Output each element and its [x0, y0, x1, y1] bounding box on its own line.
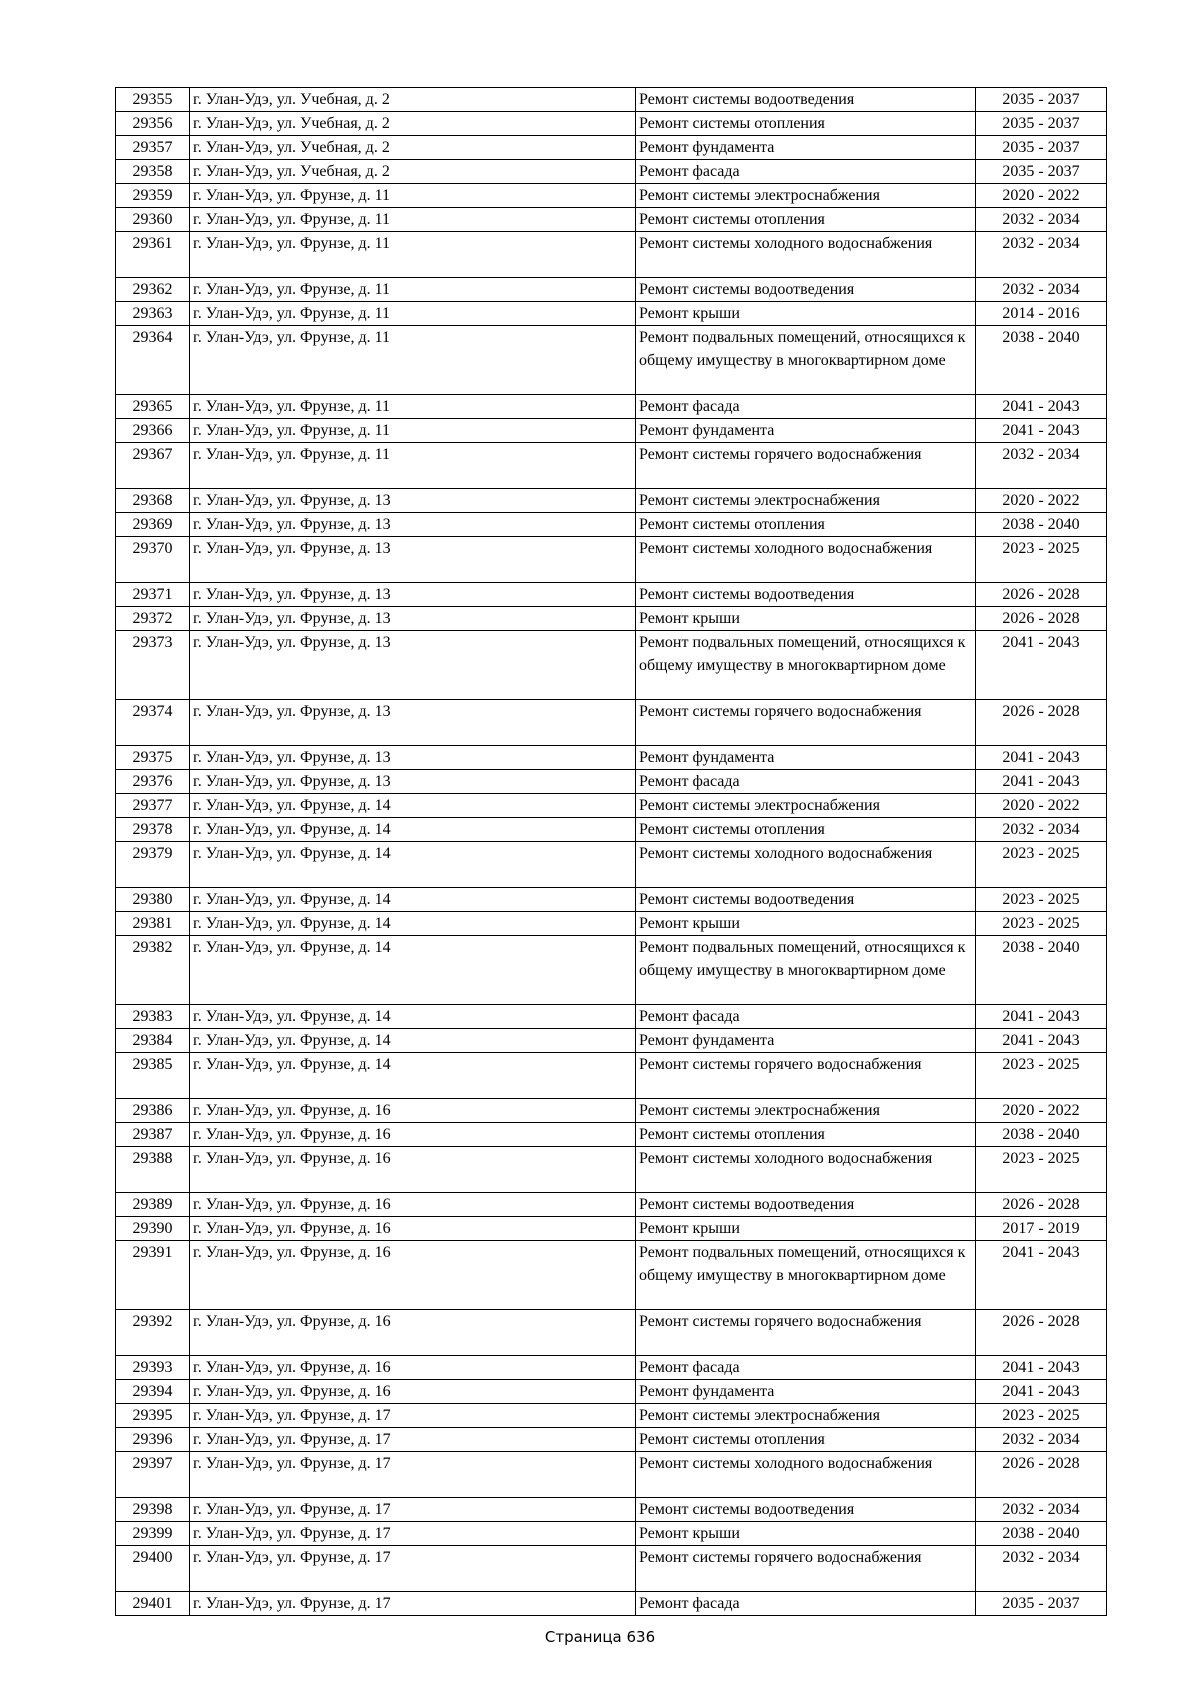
address-cell: г. Улан-Удэ, ул. Фрунзе, д. 13	[190, 607, 636, 631]
row-number-cell: 29387	[116, 1123, 190, 1147]
period-cell: 2035 - 2037	[976, 112, 1107, 136]
row-number-cell: 29362	[116, 278, 190, 302]
work-type-cell: Ремонт системы холодного водоснабжения	[636, 232, 976, 278]
table-row	[116, 1029, 1107, 1053]
work-type-cell: Ремонт крыши	[636, 607, 976, 631]
row-number-cell: 29397	[116, 1452, 190, 1498]
period-cell: 2020 - 2022	[976, 489, 1107, 513]
table-row	[116, 888, 1107, 912]
work-type-cell: Ремонт фундамента	[636, 419, 976, 443]
row-number-cell: 29383	[116, 1005, 190, 1029]
table-row	[116, 1123, 1107, 1147]
row-number-cell: 29390	[116, 1217, 190, 1241]
address-cell: г. Улан-Удэ, ул. Учебная, д. 2	[190, 112, 636, 136]
period-cell: 2041 - 2043	[976, 419, 1107, 443]
period-cell: 2032 - 2034	[976, 1428, 1107, 1452]
row-number-cell: 29363	[116, 302, 190, 326]
address-cell: г. Улан-Удэ, ул. Фрунзе, д. 11	[190, 443, 636, 489]
work-type-cell: Ремонт системы холодного водоснабжения	[636, 842, 976, 888]
row-number-cell: 29370	[116, 537, 190, 583]
work-type-cell: Ремонт системы холодного водоснабжения	[636, 1452, 976, 1498]
row-number-cell: 29382	[116, 936, 190, 1005]
period-cell: 2023 - 2025	[976, 537, 1107, 583]
period-cell: 2023 - 2025	[976, 1053, 1107, 1099]
row-number-cell: 29358	[116, 160, 190, 184]
address-cell: г. Улан-Удэ, ул. Фрунзе, д. 14	[190, 1029, 636, 1053]
work-type-cell: Ремонт системы электроснабжения	[636, 184, 976, 208]
row-number-cell: 29371	[116, 583, 190, 607]
row-number-cell: 29361	[116, 232, 190, 278]
table-row	[116, 208, 1107, 232]
table-row	[116, 1428, 1107, 1452]
address-cell: г. Улан-Удэ, ул. Фрунзе, д. 16	[190, 1123, 636, 1147]
table-row	[116, 1498, 1107, 1522]
period-cell: 2032 - 2034	[976, 208, 1107, 232]
row-number-cell: 29400	[116, 1546, 190, 1592]
table-row	[116, 537, 1107, 583]
table-row	[116, 1452, 1107, 1498]
table-row	[116, 1241, 1107, 1310]
table-row	[116, 395, 1107, 419]
period-cell: 2026 - 2028	[976, 1193, 1107, 1217]
table-row	[116, 88, 1107, 112]
row-number-cell: 29395	[116, 1404, 190, 1428]
work-type-cell: Ремонт фасада	[636, 1005, 976, 1029]
table-row	[116, 1522, 1107, 1546]
address-cell: г. Улан-Удэ, ул. Фрунзе, д. 14	[190, 842, 636, 888]
table-row	[116, 818, 1107, 842]
row-number-cell: 29365	[116, 395, 190, 419]
work-type-cell: Ремонт системы водоотведения	[636, 1193, 976, 1217]
table-row	[116, 1356, 1107, 1380]
row-number-cell: 29356	[116, 112, 190, 136]
period-cell: 2041 - 2043	[976, 1356, 1107, 1380]
period-cell: 2023 - 2025	[976, 912, 1107, 936]
address-cell: г. Улан-Удэ, ул. Фрунзе, д. 14	[190, 818, 636, 842]
table-row	[116, 770, 1107, 794]
work-type-cell: Ремонт фундамента	[636, 1029, 976, 1053]
page-number: Страница 636	[544, 1628, 656, 1646]
table-row	[116, 136, 1107, 160]
work-type-cell: Ремонт системы отопления	[636, 1123, 976, 1147]
address-cell: г. Улан-Удэ, ул. Фрунзе, д. 13	[190, 700, 636, 746]
work-type-cell: Ремонт фундамента	[636, 746, 976, 770]
period-cell: 2032 - 2034	[976, 443, 1107, 489]
period-cell: 2035 - 2037	[976, 1592, 1107, 1616]
period-cell: 2041 - 2043	[976, 1380, 1107, 1404]
table-row	[116, 1193, 1107, 1217]
address-cell: г. Улан-Удэ, ул. Фрунзе, д. 11	[190, 326, 636, 395]
row-number-cell: 29393	[116, 1356, 190, 1380]
period-cell: 2041 - 2043	[976, 1029, 1107, 1053]
table-row	[116, 160, 1107, 184]
address-cell: г. Улан-Удэ, ул. Учебная, д. 2	[190, 160, 636, 184]
work-type-cell: Ремонт системы отопления	[636, 1428, 976, 1452]
table-row	[116, 278, 1107, 302]
table-row	[116, 443, 1107, 489]
table-row	[116, 326, 1107, 395]
period-cell: 2032 - 2034	[976, 1498, 1107, 1522]
work-type-cell: Ремонт системы отопления	[636, 513, 976, 537]
row-number-cell: 29392	[116, 1310, 190, 1356]
row-number-cell: 29380	[116, 888, 190, 912]
table-row	[116, 631, 1107, 700]
work-type-cell: Ремонт системы электроснабжения	[636, 794, 976, 818]
work-type-cell: Ремонт подвальных помещений, относящихся к общему имуществу в многоквартирном доме	[636, 326, 976, 395]
table-row	[116, 112, 1107, 136]
row-number-cell: 29368	[116, 489, 190, 513]
period-cell: 2032 - 2034	[976, 1546, 1107, 1592]
period-cell: 2017 - 2019	[976, 1217, 1107, 1241]
period-cell: 2026 - 2028	[976, 700, 1107, 746]
address-cell: г. Улан-Удэ, ул. Фрунзе, д. 16	[190, 1147, 636, 1193]
period-cell: 2023 - 2025	[976, 842, 1107, 888]
period-cell: 2041 - 2043	[976, 746, 1107, 770]
address-cell: г. Улан-Удэ, ул. Фрунзе, д. 13	[190, 513, 636, 537]
row-number-cell: 29381	[116, 912, 190, 936]
address-cell: г. Улан-Удэ, ул. Фрунзе, д. 14	[190, 912, 636, 936]
address-cell: г. Улан-Удэ, ул. Фрунзе, д. 17	[190, 1546, 636, 1592]
work-type-cell: Ремонт фасада	[636, 160, 976, 184]
period-cell: 2035 - 2037	[976, 160, 1107, 184]
row-number-cell: 29366	[116, 419, 190, 443]
table-row	[116, 794, 1107, 818]
address-cell: г. Улан-Удэ, ул. Фрунзе, д. 13	[190, 489, 636, 513]
row-number-cell: 29398	[116, 1498, 190, 1522]
period-cell: 2023 - 2025	[976, 1147, 1107, 1193]
period-cell: 2038 - 2040	[976, 1522, 1107, 1546]
work-type-cell: Ремонт крыши	[636, 912, 976, 936]
period-cell: 2041 - 2043	[976, 1241, 1107, 1310]
work-type-cell: Ремонт системы горячего водоснабжения	[636, 443, 976, 489]
address-cell: г. Улан-Удэ, ул. Фрунзе, д. 16	[190, 1217, 636, 1241]
work-type-cell: Ремонт фасада	[636, 395, 976, 419]
work-type-cell: Ремонт крыши	[636, 302, 976, 326]
work-type-cell: Ремонт системы горячего водоснабжения	[636, 1310, 976, 1356]
period-cell: 2041 - 2043	[976, 770, 1107, 794]
repair-schedule-table	[115, 87, 1107, 1616]
row-number-cell: 29364	[116, 326, 190, 395]
table-row	[116, 607, 1107, 631]
row-number-cell: 29391	[116, 1241, 190, 1310]
row-number-cell: 29355	[116, 88, 190, 112]
address-cell: г. Улан-Удэ, ул. Фрунзе, д. 16	[190, 1099, 636, 1123]
address-cell: г. Улан-Удэ, ул. Фрунзе, д. 17	[190, 1404, 636, 1428]
table-row	[116, 1592, 1107, 1616]
table-row	[116, 1310, 1107, 1356]
period-cell: 2020 - 2022	[976, 1099, 1107, 1123]
work-type-cell: Ремонт системы отопления	[636, 112, 976, 136]
address-cell: г. Улан-Удэ, ул. Фрунзе, д. 17	[190, 1498, 636, 1522]
address-cell: г. Улан-Удэ, ул. Фрунзе, д. 14	[190, 1053, 636, 1099]
period-cell: 2038 - 2040	[976, 1123, 1107, 1147]
address-cell: г. Улан-Удэ, ул. Фрунзе, д. 13	[190, 631, 636, 700]
table-row	[116, 1217, 1107, 1241]
period-cell: 2032 - 2034	[976, 818, 1107, 842]
work-type-cell: Ремонт фасада	[636, 1356, 976, 1380]
table-row	[116, 1380, 1107, 1404]
period-cell: 2026 - 2028	[976, 583, 1107, 607]
address-cell: г. Улан-Удэ, ул. Фрунзе, д. 16	[190, 1193, 636, 1217]
table-body	[116, 88, 1107, 1616]
address-cell: г. Улан-Удэ, ул. Фрунзе, д. 17	[190, 1592, 636, 1616]
work-type-cell: Ремонт фасада	[636, 1592, 976, 1616]
work-type-cell: Ремонт системы горячего водоснабжения	[636, 1546, 976, 1592]
table-row	[116, 912, 1107, 936]
work-type-cell: Ремонт системы отопления	[636, 818, 976, 842]
work-type-cell: Ремонт фундамента	[636, 136, 976, 160]
work-type-cell: Ремонт фасада	[636, 770, 976, 794]
row-number-cell: 29369	[116, 513, 190, 537]
work-type-cell: Ремонт подвальных помещений, относящихся к общему имуществу в многоквартирном доме	[636, 936, 976, 1005]
period-cell: 2023 - 2025	[976, 1404, 1107, 1428]
address-cell: г. Улан-Удэ, ул. Фрунзе, д. 17	[190, 1522, 636, 1546]
row-number-cell: 29357	[116, 136, 190, 160]
table-row	[116, 842, 1107, 888]
table-row	[116, 1404, 1107, 1428]
address-cell: г. Улан-Удэ, ул. Фрунзе, д. 11	[190, 184, 636, 208]
period-cell: 2041 - 2043	[976, 395, 1107, 419]
work-type-cell: Ремонт системы водоотведения	[636, 88, 976, 112]
work-type-cell: Ремонт системы горячего водоснабжения	[636, 1053, 976, 1099]
row-number-cell: 29394	[116, 1380, 190, 1404]
work-type-cell: Ремонт крыши	[636, 1522, 976, 1546]
address-cell: г. Улан-Удэ, ул. Фрунзе, д. 11	[190, 208, 636, 232]
work-type-cell: Ремонт подвальных помещений, относящихся к общему имуществу в многоквартирном доме	[636, 1241, 976, 1310]
period-cell: 2038 - 2040	[976, 936, 1107, 1005]
work-type-cell: Ремонт системы электроснабжения	[636, 489, 976, 513]
row-number-cell: 29360	[116, 208, 190, 232]
period-cell: 2041 - 2043	[976, 631, 1107, 700]
work-type-cell: Ремонт системы электроснабжения	[636, 1404, 976, 1428]
table-row	[116, 1147, 1107, 1193]
address-cell: г. Улан-Удэ, ул. Фрунзе, д. 16	[190, 1310, 636, 1356]
row-number-cell: 29372	[116, 607, 190, 631]
address-cell: г. Улан-Удэ, ул. Фрунзе, д. 11	[190, 302, 636, 326]
work-type-cell: Ремонт системы электроснабжения	[636, 1099, 976, 1123]
table-row	[116, 700, 1107, 746]
address-cell: г. Улан-Удэ, ул. Фрунзе, д. 11	[190, 278, 636, 302]
address-cell: г. Улан-Удэ, ул. Фрунзе, д. 14	[190, 936, 636, 1005]
table-row	[116, 1053, 1107, 1099]
period-cell: 2023 - 2025	[976, 888, 1107, 912]
address-cell: г. Улан-Удэ, ул. Фрунзе, д. 11	[190, 232, 636, 278]
period-cell: 2014 - 2016	[976, 302, 1107, 326]
table-row	[116, 746, 1107, 770]
address-cell: г. Улан-Удэ, ул. Фрунзе, д. 13	[190, 746, 636, 770]
row-number-cell: 29377	[116, 794, 190, 818]
table-row	[116, 302, 1107, 326]
row-number-cell: 29379	[116, 842, 190, 888]
table-row	[116, 419, 1107, 443]
row-number-cell: 29388	[116, 1147, 190, 1193]
address-cell: г. Улан-Удэ, ул. Фрунзе, д. 14	[190, 1005, 636, 1029]
row-number-cell: 29384	[116, 1029, 190, 1053]
row-number-cell: 29386	[116, 1099, 190, 1123]
row-number-cell: 29373	[116, 631, 190, 700]
work-type-cell: Ремонт системы горячего водоснабжения	[636, 700, 976, 746]
period-cell: 2035 - 2037	[976, 136, 1107, 160]
period-cell: 2038 - 2040	[976, 326, 1107, 395]
work-type-cell: Ремонт системы отопления	[636, 208, 976, 232]
address-cell: г. Улан-Удэ, ул. Фрунзе, д. 16	[190, 1356, 636, 1380]
row-number-cell: 29367	[116, 443, 190, 489]
period-cell: 2026 - 2028	[976, 1310, 1107, 1356]
row-number-cell: 29378	[116, 818, 190, 842]
period-cell: 2032 - 2034	[976, 278, 1107, 302]
table-row	[116, 583, 1107, 607]
period-cell: 2038 - 2040	[976, 513, 1107, 537]
row-number-cell: 29399	[116, 1522, 190, 1546]
period-cell: 2035 - 2037	[976, 88, 1107, 112]
period-cell: 2020 - 2022	[976, 794, 1107, 818]
address-cell: г. Улан-Удэ, ул. Фрунзе, д. 11	[190, 419, 636, 443]
period-cell: 2026 - 2028	[976, 1452, 1107, 1498]
row-number-cell: 29374	[116, 700, 190, 746]
table-row	[116, 232, 1107, 278]
work-type-cell: Ремонт системы холодного водоснабжения	[636, 1147, 976, 1193]
table-row	[116, 489, 1107, 513]
address-cell: г. Улан-Удэ, ул. Фрунзе, д. 14	[190, 888, 636, 912]
table-row	[116, 1099, 1107, 1123]
work-type-cell: Ремонт системы водоотведения	[636, 278, 976, 302]
row-number-cell: 29359	[116, 184, 190, 208]
row-number-cell: 29396	[116, 1428, 190, 1452]
table-row	[116, 184, 1107, 208]
row-number-cell: 29385	[116, 1053, 190, 1099]
work-type-cell: Ремонт системы холодного водоснабжения	[636, 537, 976, 583]
address-cell: г. Улан-Удэ, ул. Фрунзе, д. 17	[190, 1452, 636, 1498]
work-type-cell: Ремонт системы водоотведения	[636, 583, 976, 607]
work-type-cell: Ремонт системы водоотведения	[636, 1498, 976, 1522]
work-type-cell: Ремонт крыши	[636, 1217, 976, 1241]
period-cell: 2032 - 2034	[976, 232, 1107, 278]
period-cell: 2041 - 2043	[976, 1005, 1107, 1029]
address-cell: г. Улан-Удэ, ул. Фрунзе, д. 13	[190, 583, 636, 607]
address-cell: г. Улан-Удэ, ул. Учебная, д. 2	[190, 88, 636, 112]
address-cell: г. Улан-Удэ, ул. Фрунзе, д. 16	[190, 1380, 636, 1404]
address-cell: г. Улан-Удэ, ул. Фрунзе, д. 16	[190, 1241, 636, 1310]
work-type-cell: Ремонт подвальных помещений, относящихся к общему имуществу в многоквартирном доме	[636, 631, 976, 700]
period-cell: 2020 - 2022	[976, 184, 1107, 208]
address-cell: г. Улан-Удэ, ул. Фрунзе, д. 13	[190, 537, 636, 583]
table-row	[116, 1546, 1107, 1592]
address-cell: г. Улан-Удэ, ул. Фрунзе, д. 13	[190, 770, 636, 794]
table-row	[116, 513, 1107, 537]
row-number-cell: 29375	[116, 746, 190, 770]
row-number-cell: 29401	[116, 1592, 190, 1616]
address-cell: г. Улан-Удэ, ул. Учебная, д. 2	[190, 136, 636, 160]
row-number-cell: 29389	[116, 1193, 190, 1217]
work-type-cell: Ремонт системы водоотведения	[636, 888, 976, 912]
table-row	[116, 1005, 1107, 1029]
work-type-cell: Ремонт фундамента	[636, 1380, 976, 1404]
address-cell: г. Улан-Удэ, ул. Фрунзе, д. 14	[190, 794, 636, 818]
address-cell: г. Улан-Удэ, ул. Фрунзе, д. 11	[190, 395, 636, 419]
row-number-cell: 29376	[116, 770, 190, 794]
table-row	[116, 936, 1107, 1005]
address-cell: г. Улан-Удэ, ул. Фрунзе, д. 17	[190, 1428, 636, 1452]
period-cell: 2026 - 2028	[976, 607, 1107, 631]
